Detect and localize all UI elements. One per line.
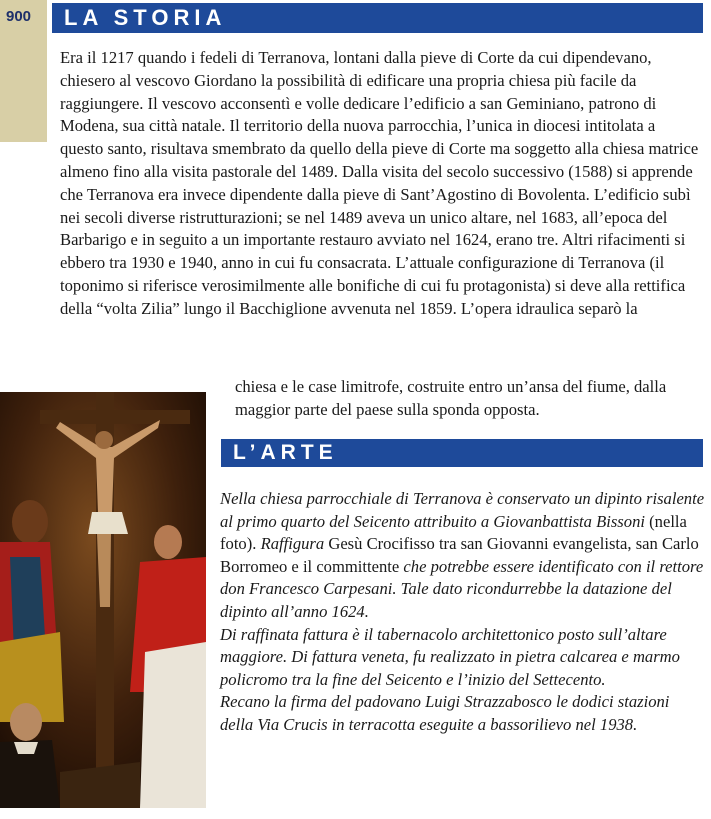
arte-p1-b: (nella foto). [220,511,687,554]
page-number-block [0,0,47,142]
arte-paragraph-1 [220,488,705,624]
arte-text [220,488,705,737]
crucifixion-painting [0,392,206,808]
page-number: 900 [6,8,32,25]
arte-heading: L’ARTE [221,439,703,467]
storia-heading: LA STORIA [52,3,703,33]
arte-p1-e: che potrebbe essere identificato con il rettore don Francesco Carpesani. Tale dato ricondurrebbe la datazione del dipinto all’anno 1624. [220,556,704,621]
arte-p1-a: Nella chiesa parrocchiale di Terranova è conservato un dipinto risalente al primo quarto del Seicento attribuito a Giovanbattista Bissoni [220,489,705,531]
storia-text-continued: chiesa e le case limitrofe, costruite entro un’ansa del fiume, dalla maggior parte del paese sulla sponda opposta. [235,377,667,419]
storia-text: Era il 1217 quando i fedeli di Terranova, lontani dalla pieve di Corte da cui dipendevano, chiesero al vescovo Giordano la possibilità di edificare una propria chiesa più facile da raggiungere. Il vescovo acconsentì e volle dedicare l’edificio a san Geminiano, patrono di Modena, sua città natale. Il territorio della nuova parrocchia, l’unica in diocesi intitolata a questo santo, risultava smembrato da quello della pieve di Corte ma soggetto alla chiesa matrice almeno fino alla visita pastorale del 1489. Dalla visita del secolo successivo (1588) si apprende che Terranova era invece dipendente dalla pieve di Sant’Agostino di Bovolenta. L’edificio subì nei secoli diverse ristrutturazioni; se nel 1489 aveva un unico altare, nel 1683, all’epoca del Barbarigo e in seguito a un importante restauro avviato nel 1624, erano tre. Altri rifacimenti si ebbero tra 1930 e 1940, anno in cui fu consacrata. L’attuale configurazione di Terranova (il toponimo si riferisce verosimilmente alle bonifiche di cui fu protagonista) si deve alla rettifica della “volta Zilia” lungo il Bacchiglione avvenuta nel 1859. L’opera idraulica separò la [60,48,699,318]
arte-paragraph-3: Recano la firma del padovano Luigi Strazzabosco le dodici stazioni della Via Crucis in terracotta eseguite a bassorilievo nel 1938. [220,692,670,734]
arte-p1-c: Raffigura [260,534,325,554]
arte-paragraph-2: Di raffinata fattura è il tabernacolo architettonico posto sull’altare maggiore. Di fattura veneta, fu realizzato in pietra calcarea e marmo policromo tra la fine del Seicento e l’inizio del Settecento. [220,624,680,689]
arte-p1-d: Gesù Crocifisso tra san Giovanni evangelista, san Carlo Borromeo e il committente [220,534,699,576]
